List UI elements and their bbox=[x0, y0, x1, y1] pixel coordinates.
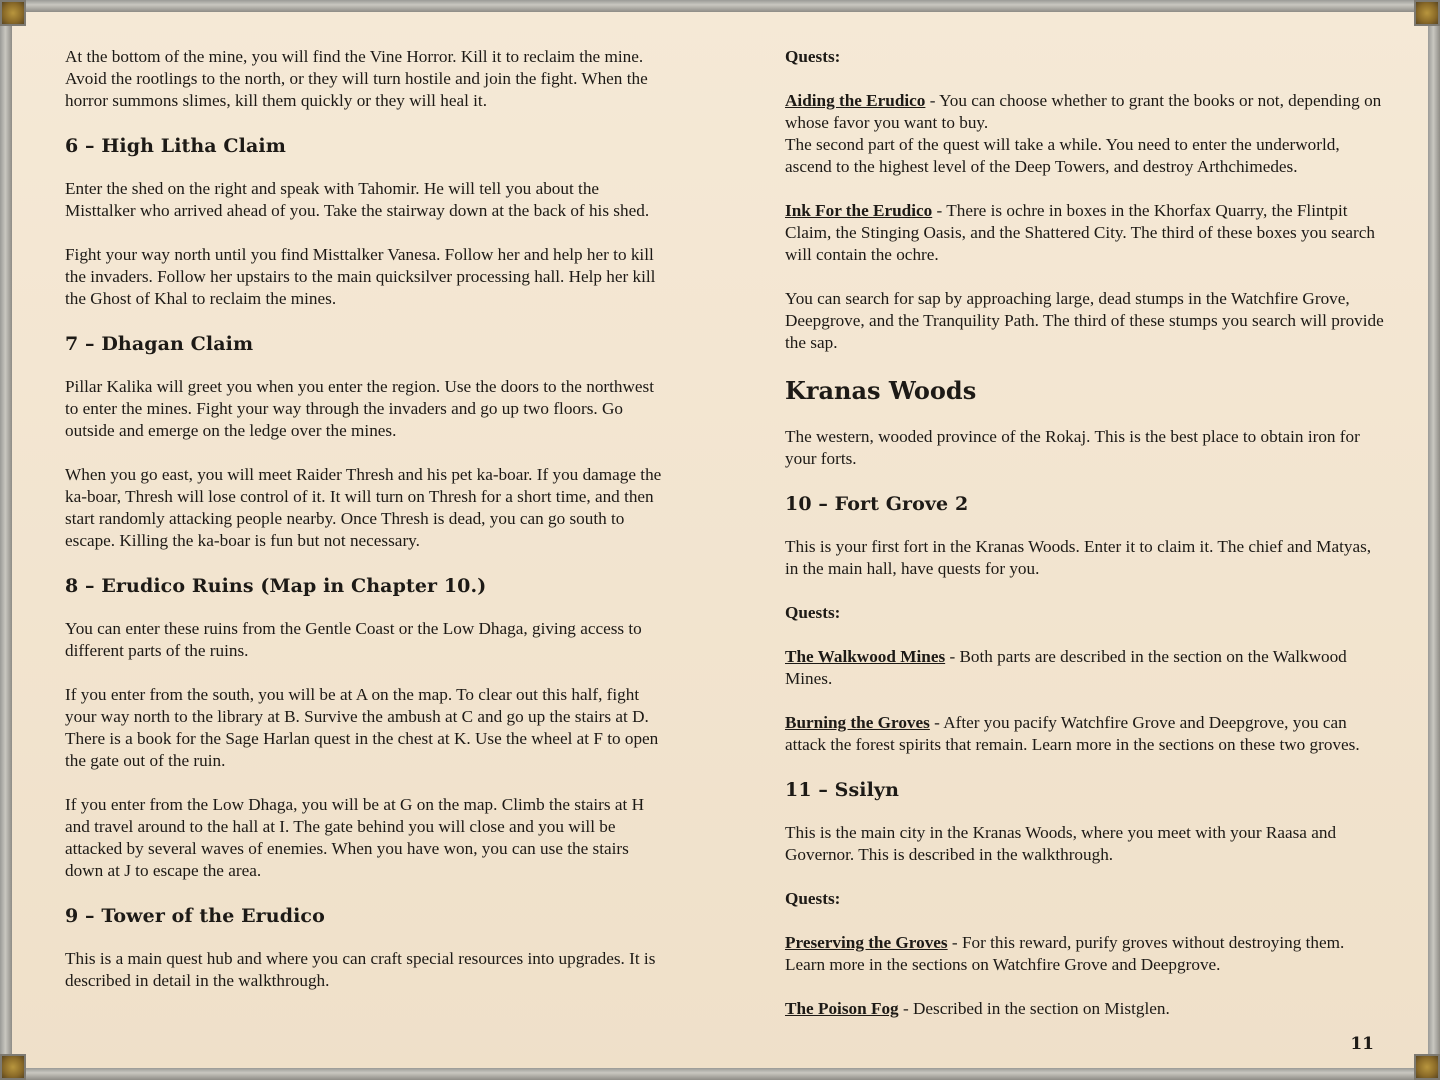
quest-description: - After you pacify Watchfire Grove and Deepgrove, you can attack the forest spirits that remain. Learn more in the sections on these two groves. bbox=[785, 713, 1360, 754]
quest-description: The second part of the quest will take a while. You need to enter the underworld, ascend to the highest level of the Deep Towers, and destroy Arthchimedes. bbox=[785, 135, 1340, 176]
paragraph: You can search for sap by approaching large, dead stumps in the Watchfire Grove, Deepgrove, and the Tranquility Path. The third of these stumps you search will provide the sap. bbox=[785, 289, 1384, 352]
ornate-border-top bbox=[0, 0, 1440, 12]
quest-description: - Described in the section on Mistglen. bbox=[898, 999, 1170, 1018]
right-column bbox=[785, 46, 1385, 1020]
ornate-border-left bbox=[0, 0, 12, 1080]
quest-entry-burning-the-groves bbox=[785, 712, 1385, 756]
section-heading-ssilyn: 11 – Ssilyn bbox=[785, 779, 899, 801]
quest-title-link[interactable]: The Walkwood Mines bbox=[785, 647, 946, 666]
quest-entry-aiding-the-erudico bbox=[785, 90, 1385, 178]
quests-label: Quests: bbox=[785, 889, 841, 908]
ornate-border-bottom bbox=[0, 1068, 1440, 1080]
paragraph: If you enter from the south, you will be at A on the map. To clear out this half, fight your way north to the library at B. Survive the ambush at C and go up the stairs at D. There is a book for the Sage Harlan quest in the chest at K. Use the wheel at F to open the gate out of the ruin. bbox=[65, 685, 659, 770]
quests-label: Quests: bbox=[785, 47, 841, 66]
section-heading-erudico-ruins: 8 – Erudico Ruins (Map in Chapter 10.) bbox=[65, 575, 487, 597]
paragraph: Pillar Kalika will greet you when you enter the region. Use the doors to the northwest to enter the mines. Fight your way through the invaders and go up two floors. Go outside and emerge on the ledge over the mines. bbox=[65, 377, 655, 440]
section-heading-fort-grove-2: 10 – Fort Grove 2 bbox=[785, 493, 969, 515]
quest-entry-the-poison-fog bbox=[785, 998, 1385, 1020]
corner-ornament-icon bbox=[0, 0, 26, 26]
quest-description: - Both parts are described in the section on the Walkwood Mines. bbox=[785, 647, 1347, 688]
section-heading-tower-of-the-erudico: 9 – Tower of the Erudico bbox=[65, 905, 325, 927]
paragraph: Enter the shed on the right and speak with Tahomir. He will tell you about the Misttalker who arrived ahead of you. Take the stairway down at the back of his shed. bbox=[65, 179, 650, 220]
section-heading-dhagan-claim: 7 – Dhagan Claim bbox=[65, 333, 254, 355]
region-heading-kranas-woods: Kranas Woods bbox=[785, 376, 977, 405]
paragraph: If you enter from the Low Dhaga, you will be at G on the map. Climb the stairs at H and travel around to the hall at I. The gate behind you will close and you will be attacked by several waves of enemies. When you have won, you can use the stairs down at J to escape the area. bbox=[65, 795, 644, 880]
left-column bbox=[65, 46, 665, 992]
ornate-border-right bbox=[1428, 0, 1440, 1080]
corner-ornament-icon bbox=[0, 1054, 26, 1080]
corner-ornament-icon bbox=[1414, 1054, 1440, 1080]
quest-description: - You can choose whether to grant the books or not, depending on whose favor you want to buy. bbox=[785, 91, 1382, 132]
quests-label: Quests: bbox=[785, 603, 841, 622]
corner-ornament-icon bbox=[1414, 0, 1440, 26]
quest-entry-ink-for-the-erudico bbox=[785, 200, 1385, 266]
quest-description: - For this reward, purify groves without destroying them. Learn more in the sections on Watchfire Grove and Deepgrove. bbox=[785, 933, 1345, 974]
quest-title-link[interactable]: Preserving the Groves bbox=[785, 933, 948, 952]
paragraph: Fight your way north until you find Misttalker Vanesa. Follow her and help her to kill the invaders. Follow her upstairs to the main quicksilver processing hall. Help her kill the Ghost of Khal to reclaim the mines. bbox=[65, 245, 656, 308]
quest-title-link[interactable]: Burning the Groves bbox=[785, 713, 930, 732]
quest-description: - There is ochre in boxes in the Khorfax Quarry, the Flintpit Claim, the Stinging Oasis, and the Shattered City. The third of these boxes you search will contain the ochre. bbox=[785, 201, 1375, 264]
quest-title-link[interactable]: The Poison Fog bbox=[785, 999, 899, 1018]
intro-paragraph: At the bottom of the mine, you will find the Vine Horror. Kill it to reclaim the mine. Avoid the rootlings to the north, or they will turn hostile and join the fight. When the horror summons slimes, kill them quickly or they will heal it. bbox=[65, 47, 648, 110]
paragraph: This is a main quest hub and where you can craft special resources into upgrades. It is described in detail in the walkthrough. bbox=[65, 949, 656, 990]
paragraph: You can enter these ruins from the Gentle Coast or the Low Dhaga, giving access to different parts of the ruins. bbox=[65, 619, 642, 660]
quest-title-link[interactable]: Ink For the Erudico bbox=[785, 201, 933, 220]
paragraph: This is the main city in the Kranas Woods, where you meet with your Raasa and Governor. This is described in the walkthrough. bbox=[785, 823, 1337, 864]
paragraph: This is your first fort in the Kranas Woods. Enter it to claim it. The chief and Matyas, in the main hall, have quests for you. bbox=[785, 537, 1372, 578]
paragraph: The western, wooded province of the Rokaj. This is the best place to obtain iron for your forts. bbox=[785, 427, 1360, 468]
quest-entry-preserving-the-groves bbox=[785, 932, 1385, 976]
section-heading-high-litha-claim: 6 – High Litha Claim bbox=[65, 135, 286, 157]
quest-entry-the-walkwood-mines bbox=[785, 646, 1385, 690]
page-number: 11 bbox=[1350, 1034, 1374, 1054]
quest-title-link[interactable]: Aiding the Erudico bbox=[785, 91, 926, 110]
paragraph: When you go east, you will meet Raider Thresh and his pet ka-boar. If you damage the ka-boar, Thresh will lose control of it. It will turn on Thresh for a short time, and then start randomly attacking people nearby. Once Thresh is dead, you can go south to escape. Killing the ka-boar is fun but not necessary. bbox=[65, 465, 662, 550]
